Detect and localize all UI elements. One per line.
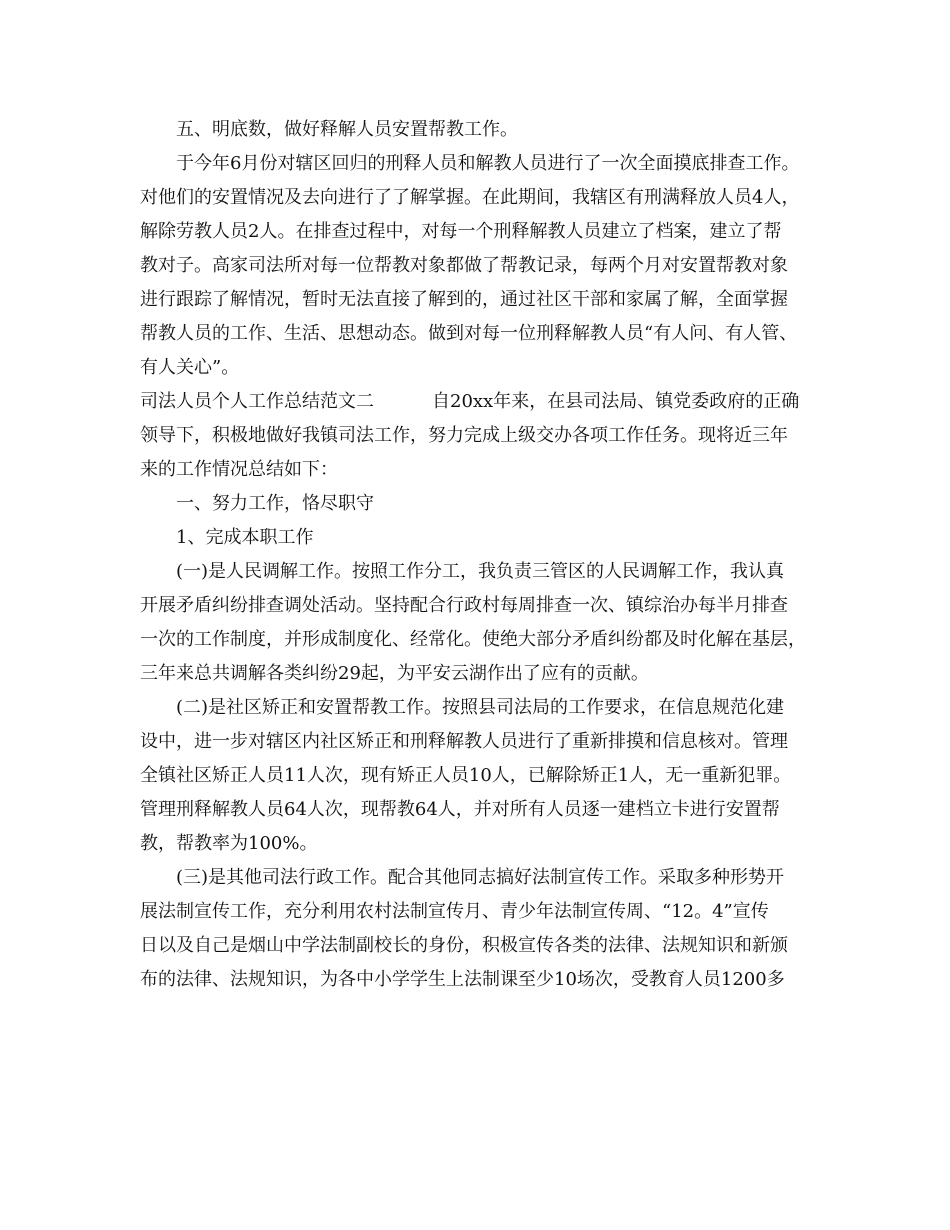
section-heading: 一、努力工作，恪尽职守 xyxy=(176,493,374,514)
paragraph-line: (一)是人民调解工作。按照工作分工，我负责三管区的人民调解工作，我认真 xyxy=(176,561,785,582)
paragraph-line: 领导下，积极地做好我镇司法工作，努力完成上级交办各项工作任务。现将近三年 xyxy=(140,425,788,446)
paragraph-line: 来的工作情况总结如下： xyxy=(140,459,338,480)
paragraph-line: 全镇社区矫正人员11人次，现有矫正人员10人，已解除矫正1人，无一重新犯罪。 xyxy=(140,765,792,786)
paragraph-line: 于今年6月份对辖区回归的刑释人员和解教人员进行了一次全面摸底排查工作。 xyxy=(176,153,800,174)
paragraph-text: 自20xx年来，在县司法局、镇党委政府的正确 xyxy=(432,391,800,412)
paragraph-line: 开展矛盾纠纷排查调处活动。坚持配合行政村每周排查一次、镇综治办每半月排查 xyxy=(140,595,788,616)
article-title: 司法人员个人工作总结范文二 xyxy=(140,391,374,412)
paragraph-line: (二)是社区矫正和安置帮教工作。按照县司法局的工作要求，在信息规范化建 xyxy=(176,697,785,718)
subsection-heading: 1、完成本职工作 xyxy=(176,527,314,548)
article-title-line xyxy=(140,390,799,414)
paragraph-line: 有人关心”。 xyxy=(140,357,240,378)
paragraph-line: 帮教人员的工作、生活、思想动态。做到对每一位刑释解教人员“有人问、有人管、 xyxy=(140,323,798,344)
paragraph-line: 解除劳教人员2人。在排查过程中，对每一个刑释解教人员建立了档案，建立了帮 xyxy=(140,221,782,242)
paragraph-line: 一次的工作制度，并形成制度化、经常化。使绝大部分矛盾纠纷都及时化解在基层， xyxy=(140,629,806,650)
paragraph-line: 布的法律、法规知识，为各中小学学生上法制课至少10场次，受教育人员1200多 xyxy=(140,969,785,990)
paragraph-line: (三)是其他司法行政工作。配合其他同志搞好法制宣传工作。采取多种形势开 xyxy=(176,867,785,888)
paragraph-line: 对他们的安置情况及去向进行了了解掌握。在此期间，我辖区有刑满释放人员4人， xyxy=(140,187,800,208)
paragraph-line: 教对子。高家司法所对每一位帮教对象都做了帮教记录，每两个月对安置帮教对象 xyxy=(140,255,788,276)
paragraph-line: 教，帮教率为100%。 xyxy=(140,833,318,854)
paragraph-line: 日以及自己是烟山中学法制副校长的身份，积极宣传各类的法律、法规知识和新颁 xyxy=(140,935,788,956)
paragraph-line: 设中，进一步对辖区内社区矫正和刑释解教人员进行了重新排摸和信息核对。管理 xyxy=(140,731,788,752)
paragraph-line: 管理刑释解教人员64人次，现帮教64人，并对所有人员逐一建档立卡进行安置帮 xyxy=(140,799,780,820)
paragraph-line: 展法制宣传工作，充分利用农村法制宣传月、青少年法制宣传周、“12。4”宣传 xyxy=(140,901,769,922)
paragraph-line: 三年来总共调解各类纠纷29起，为平安云湖作出了应有的贡献。 xyxy=(140,663,649,684)
paragraph-line: 进行跟踪了解情况，暂时无法直接了解到的，通过社区干部和家属了解，全面掌握 xyxy=(140,289,788,310)
section-heading: 五、明底数，做好释解人员安置帮教工作。 xyxy=(176,119,518,140)
